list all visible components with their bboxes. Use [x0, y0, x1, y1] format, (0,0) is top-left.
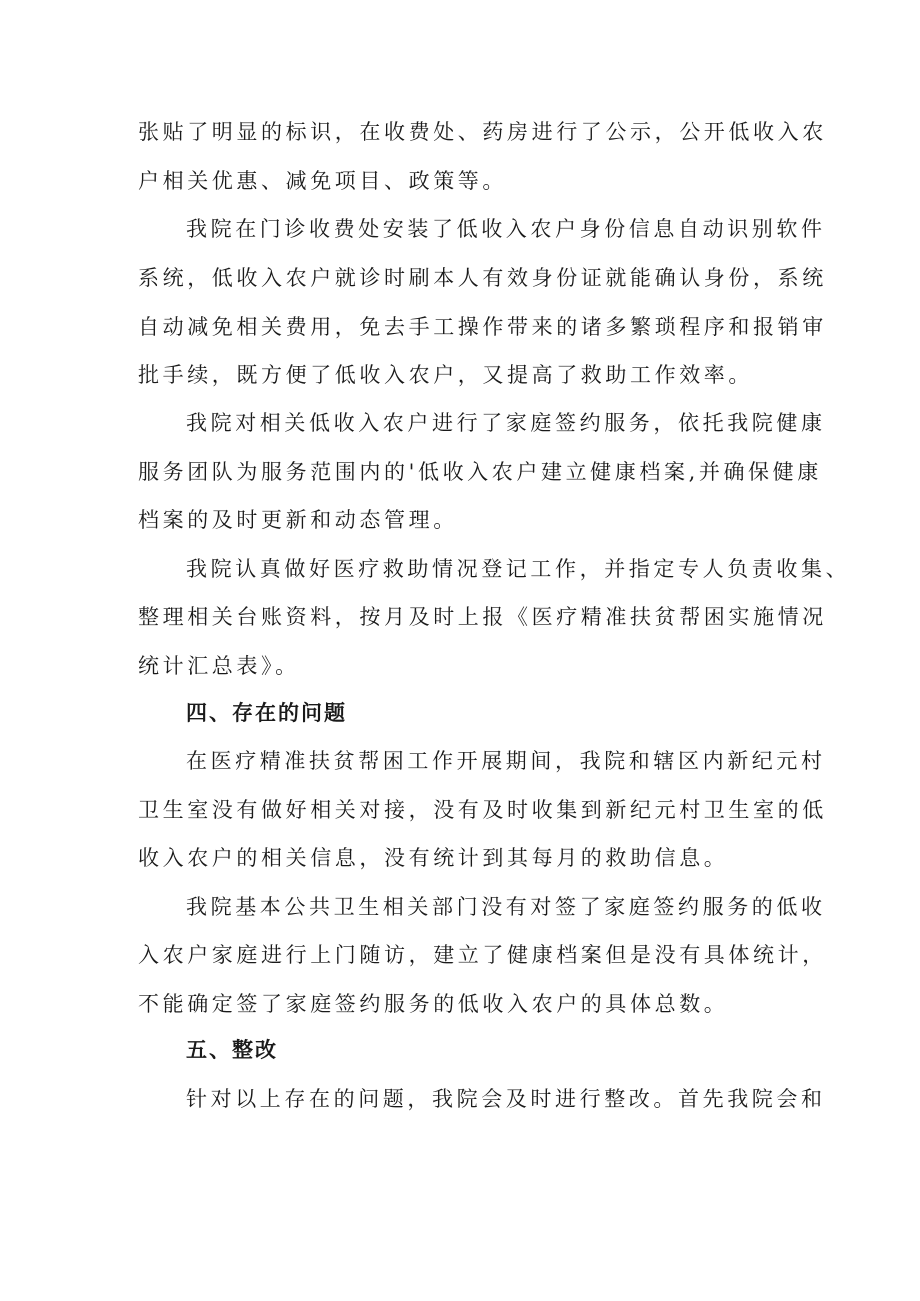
text-line: 不能确定签了家庭签约服务的低收入农户的具体总数。	[138, 992, 729, 1016]
text-line: 卫生室没有做好相关对接，没有及时收集到新纪元村卫生室的低	[138, 798, 827, 822]
text-line: 户相关优惠、减免项目、政策等。	[138, 169, 507, 193]
text-line: 入农户家庭进行上门随访，建立了健康档案但是没有具体统计，	[138, 943, 827, 967]
paragraph-start-line: 我院在门诊收费处安装了低收入农户身份信息自动识别软件	[186, 217, 826, 241]
paragraph-start-line: 我院对相关低收入农户进行了家庭签约服务，依托我院健康	[186, 411, 826, 435]
text-line: 整理相关台账资料，按月及时上报《医疗精准扶贫帮困实施情况	[138, 605, 827, 629]
text-line: 张贴了明显的标识，在收费处、药房进行了公示，公开低收入农	[138, 120, 827, 144]
text-line: 档案的及时更新和动态管理。	[138, 508, 458, 532]
section-heading-problems: 四、存在的问题	[186, 701, 347, 725]
paragraph-start-line: 我院基本公共卫生相关部门没有对签了家庭签约服务的低收	[186, 895, 826, 919]
paragraph-start-line: 针对以上存在的问题，我院会及时进行整改。首先我院会和	[186, 1087, 826, 1111]
paragraph-start-line: 在医疗精准扶贫帮困工作开展期间，我院和辖区内新纪元村	[186, 749, 826, 773]
text-line: 系统，低收入农户就诊时刷本人有效身份证就能确认身份，系统	[138, 266, 827, 290]
text-line: 收入农户的相关信息，没有统计到其每月的救助信息。	[138, 846, 729, 870]
paragraph-start-line: 我院认真做好医疗救助情况登记工作，并指定专人负责收集、	[186, 557, 851, 581]
section-heading-rectification: 五、整改	[186, 1038, 278, 1062]
text-line: 统计汇总表》。	[138, 654, 300, 678]
text-line: 批手续，既方便了低收入农户，又提高了救助工作效率。	[138, 363, 753, 387]
text-line: 服务团队为服务范围内的'低收入农户建立健康档案,并确保健康	[138, 460, 822, 484]
text-line: 自动减免相关费用，免去手工操作带来的诸多繁琐程序和报销审	[138, 315, 827, 339]
